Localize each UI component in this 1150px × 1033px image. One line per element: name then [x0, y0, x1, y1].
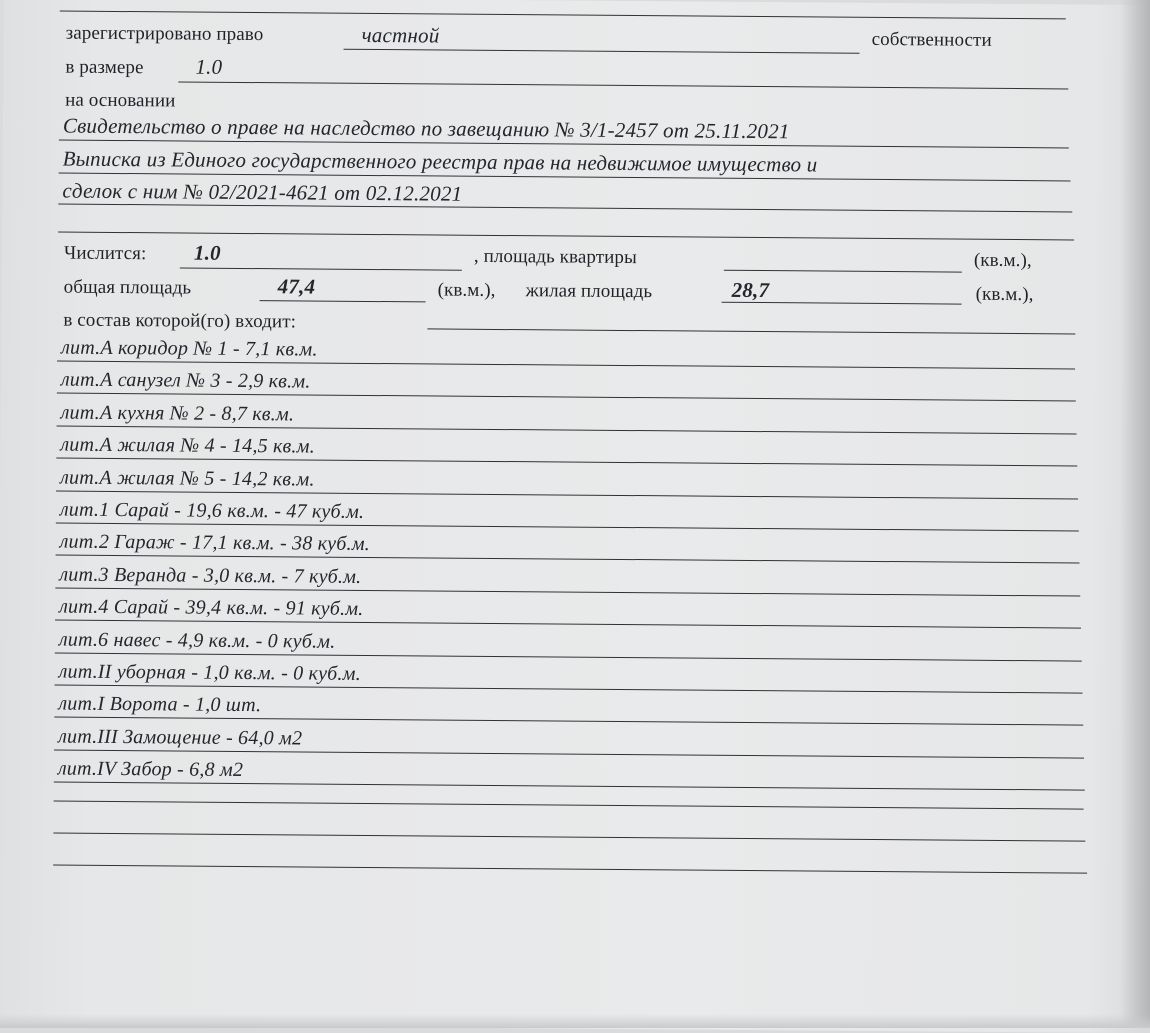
share-value: 1.0	[195, 54, 223, 79]
registered-label: зарегистрировано право	[65, 22, 264, 46]
composition-item-rule	[56, 458, 1077, 467]
composition-item: лит.А жилая № 4 - 14,5 кв.м.	[60, 433, 315, 458]
composition-item-rule	[54, 717, 1083, 726]
composition-item: лит.II уборная - 1,0 кв.м. - 0 куб.м.	[58, 660, 361, 685]
total-area-value: 47,4	[277, 274, 316, 299]
composition-item-rule	[57, 393, 1076, 402]
living-area-value: 28,7	[731, 277, 770, 303]
share-label: в размере	[65, 56, 144, 79]
unit-label-3: (кв.м.),	[975, 283, 1034, 306]
composition-item: лит.2 Гараж - 17,1 кв.м. - 38 куб.м.	[59, 530, 371, 556]
composition-item-rule	[57, 361, 1075, 370]
share-rule	[178, 81, 1068, 89]
composition-item-rule	[57, 425, 1077, 434]
unit-label-1: (кв.м.),	[973, 249, 1032, 272]
composition-item-rule	[54, 782, 1085, 791]
basis-line-2: Выписка из Единого государственного реестра прав на недвижимое имущество и	[62, 146, 818, 177]
empty-rule-1	[54, 801, 1084, 810]
composition-item-rule	[55, 685, 1083, 694]
empty-rule-2	[53, 833, 1085, 842]
page-bottom-shadow	[0, 1014, 1150, 1028]
page-edge-shadow	[1120, 0, 1150, 1028]
composition-item: лит.3 Веранда - 3,0 кв.м. - 7 куб.м.	[59, 563, 362, 588]
composition-item-rule	[56, 490, 1078, 499]
composition-item: лит.III Замощение - 64,0 м2	[58, 725, 303, 750]
total-area-label: общая площадь	[63, 276, 192, 299]
basis-rule-3	[58, 204, 1072, 213]
composition-rule	[427, 328, 1075, 334]
composition-item: лит.А коридор № 1 - 7,1 кв.м.	[61, 336, 318, 361]
composition-item-rule	[55, 620, 1081, 629]
composition-item: лит.А санузел № 3 - 2,9 кв.м.	[60, 368, 311, 393]
basis-line-3: сделок с ним № 02/2021-4621 от 02.12.2021	[62, 178, 463, 206]
composition-item-rule	[54, 749, 1084, 758]
composition-label: в состав которой(го) входит:	[63, 309, 297, 333]
living-area-label: жилая площадь	[525, 280, 653, 303]
listed-label: Числится:	[63, 242, 147, 265]
composition-item-rule	[56, 523, 1079, 532]
listed-value: 1.0	[193, 240, 221, 265]
ownership-type-value: частной	[361, 22, 440, 48]
apt-area-rule	[724, 270, 962, 273]
basis-label: на основании	[65, 89, 176, 112]
basis-line-1: Свидетельство о праве на наследство по завещанию № 3/1-2457 от 25.11.2021	[62, 113, 790, 144]
composition-item: лит.4 Сарай - 39,4 кв.м. - 91 куб.м.	[59, 595, 364, 621]
total-area-rule	[260, 300, 426, 302]
living-area-rule	[722, 302, 962, 305]
listed-rule	[180, 267, 462, 270]
composition-item: лит.IV Забор - 6,8 м2	[57, 757, 244, 782]
composition-item: лит.А жилая № 5 - 14,2 кв.м.	[60, 466, 315, 491]
apt-area-label: , площадь квартиры	[473, 245, 637, 269]
composition-item-rule	[56, 555, 1080, 564]
unit-label-2: (кв.м.),	[437, 279, 496, 301]
composition-item: лит.I Ворота - 1,0 шт.	[58, 692, 262, 717]
separator-rule	[58, 232, 1074, 241]
top-rule	[60, 11, 1066, 20]
ownership-suffix-label: собственности	[871, 28, 992, 51]
composition-item: лит.А кухня № 2 - 8,7 кв.м.	[60, 401, 295, 426]
empty-rule-3	[53, 865, 1087, 874]
composition-item-rule	[55, 587, 1080, 596]
composition-item: лит.6 навес - 4,9 кв.м. - 0 куб.м.	[58, 628, 336, 653]
composition-item-rule	[55, 652, 1082, 661]
composition-item: лит.1 Сарай - 19,6 кв.м. - 47 куб.м.	[59, 498, 365, 523]
ownership-type-rule	[344, 49, 860, 54]
